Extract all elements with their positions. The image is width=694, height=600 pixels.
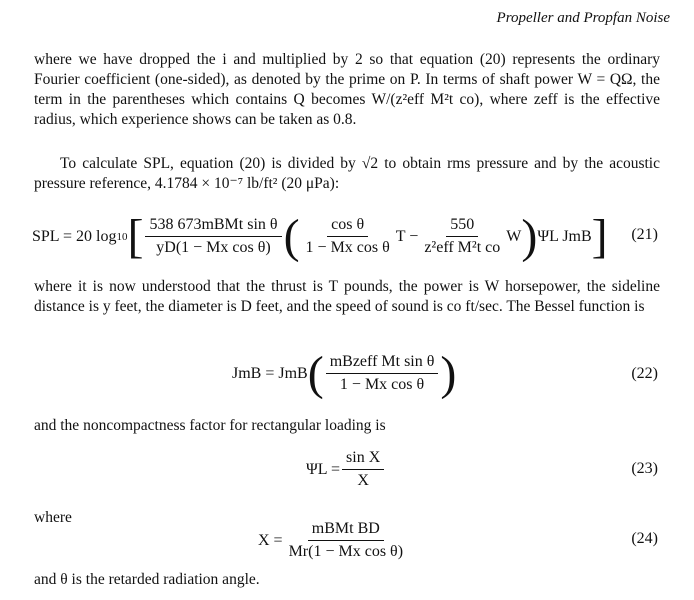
eq22-fraction [326,353,439,394]
eq21-lhs: SPL = 20 log [32,227,117,245]
paragraph-where: where [34,509,72,526]
eq22-right-paren: ) [440,346,457,400]
eq23-numerator: sin X [342,449,384,470]
eq24-denominator: Mr(1 − Mx cos θ) [288,543,404,560]
eq21-frac1-denominator: yD(1 − Mx cos θ) [156,239,271,256]
equation-number-21: (21) [631,226,658,243]
eq21-tail: W [506,227,522,245]
eq21-frac2-denominator: 1 − Mx cos θ [305,239,390,256]
eq21-fraction-1 [145,216,281,257]
running-header: Propeller and Propfan Noise [496,10,670,26]
equation-21 [32,209,608,263]
eq21-fraction-2 [302,216,394,257]
eq21-fraction-3 [420,216,504,257]
eq24-numerator: mBMt BD [308,520,384,541]
equation-24 [258,520,409,561]
eq21-mid-term: T − [395,227,419,245]
eq21-lhs-sub: 10 [116,230,128,243]
paragraph-spl-intro: To calculate SPL, equation (20) is divided by √2 to obtain rms pressure and by the acoustic pressure reference, 4.1784 × 10⁻⁷ lb/ft² (20 μPa): [34,155,660,192]
eq21-frac3-numerator: 550 [446,216,478,237]
paragraph-retarded-angle: and θ is the retarded radiation angle. [34,571,260,588]
equation-23 [306,449,386,490]
eq24-lhs: X = [258,531,283,549]
eq23-denominator: X [357,472,369,489]
left-bracket: [ [127,209,144,263]
paragraph-fourier-coefficient: where we have dropped the i and multiplied by 2 so that equation (20) represents the ordinary Fourier coefficient (one-sided), as denoted by the prime on P. In terms of shaft power W = QΩ, the term in the parentheses which contains Q becomes W/(z²eff M²t co), where zeff is the effective radius, which experience shows can be taken as 0.8. [34,51,660,128]
equation-22 [232,346,457,400]
eq23-lhs: ΨL = [306,460,341,478]
eq24-fraction [285,520,407,561]
eq21-frac3-denominator: z²eff M²t co [424,239,501,256]
left-paren: ( [283,209,300,263]
eq22-denominator: 1 − Mx cos θ [339,376,425,393]
right-paren: ) [521,209,538,263]
eq21-frac2-numerator: cos θ [327,216,368,237]
equation-number-23: (23) [631,460,658,477]
eq22-lhs: JmB = JmB [232,364,308,382]
equation-number-24: (24) [631,530,658,547]
eq22-numerator: mBzeff Mt sin θ [326,353,439,374]
eq23-fraction [342,449,384,490]
eq22-left-paren: ( [307,346,324,400]
right-bracket: ] [591,209,608,263]
paragraph-noncompactness: and the noncompactness factor for rectangular loading is [34,417,386,434]
eq21-frac1-numerator: 538 673mBMt sin θ [145,216,281,237]
equation-number-22: (22) [631,365,658,382]
eq21-rhs: ΨL JmB [537,227,592,245]
paragraph-units: where it is now understood that the thrust is T pounds, the power is W horsepower, the sideline distance is y feet, the diameter is D feet, and the speed of sound is co ft/sec. The Bessel function is [34,278,660,315]
